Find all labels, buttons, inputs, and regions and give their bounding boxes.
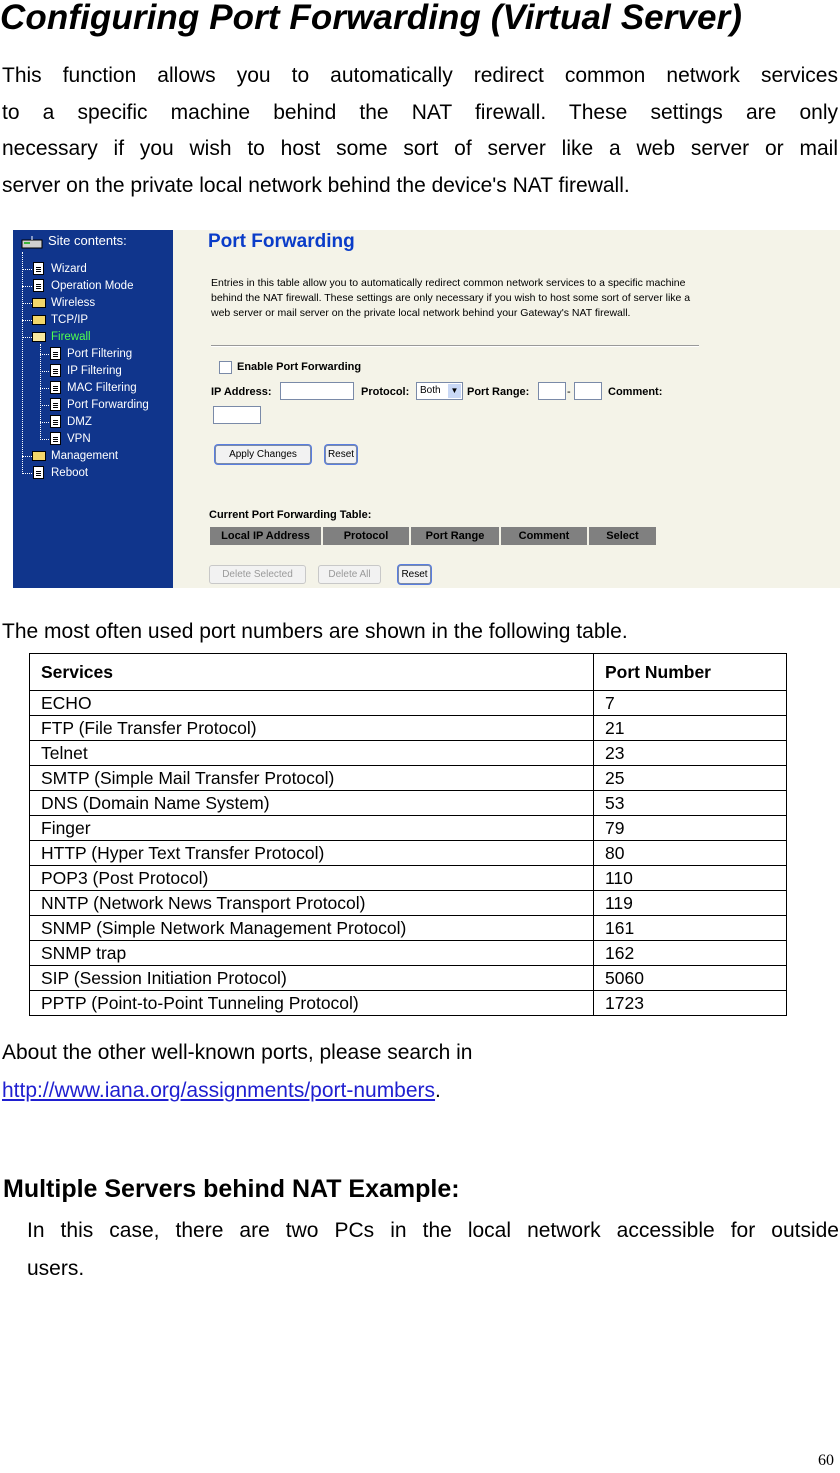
protocol-label: Protocol: — [361, 386, 410, 398]
sidebar-item-ip-filtering[interactable]: IP Filtering — [67, 365, 122, 377]
table-row — [30, 816, 787, 841]
service-cell: POP3 (Post Protocol) — [30, 866, 594, 891]
mac-filtering-doc-icon — [50, 381, 61, 394]
intro-line: necessary if you wish to host some sort of server like a web server or mail — [2, 137, 838, 160]
reset-table-button[interactable]: Reset — [398, 565, 431, 584]
service-cell: ECHO — [30, 691, 594, 716]
service-cell: SMTP (Simple Mail Transfer Protocol) — [30, 766, 594, 791]
wizard-doc-icon — [33, 262, 44, 275]
header-port-number: Port Number — [594, 654, 787, 691]
table-header-select: Select — [589, 527, 656, 545]
panel-description: Entries in this table allow you to automatically redirect common network services to a specific machine behind the NAT firewall. These settings are only necessary if you wish to host some sort of server like a web server or mail server on the private local network behind your Gateway's NAT firewall. — [211, 277, 691, 319]
sidebar-item-wireless[interactable]: Wireless — [51, 297, 96, 309]
sidebar-item-management[interactable]: Management — [51, 450, 119, 462]
tcpip-folder-icon — [32, 315, 46, 325]
comment-input[interactable] — [213, 406, 261, 424]
sidebar-item-operation-mode[interactable]: Operation Mode — [51, 280, 134, 292]
sidebar-item-port-filtering[interactable]: Port Filtering — [67, 348, 133, 360]
port-cell: 23 — [594, 741, 787, 766]
panel-title: Port Forwarding — [208, 231, 355, 252]
port-cell: 53 — [594, 791, 787, 816]
intro-paragraph — [2, 58, 838, 204]
table-row — [30, 691, 787, 716]
sidebar-item-port-forwarding[interactable]: Port Forwarding — [67, 399, 149, 411]
port-numbers-table — [29, 653, 787, 1016]
firewall-open-folder-icon — [32, 332, 46, 342]
current-table-title: Current Port Forwarding Table: — [209, 509, 372, 521]
dmz-doc-icon — [50, 415, 61, 428]
sidebar-item-wizard[interactable]: Wizard — [51, 263, 87, 275]
service-cell: NNTP (Network News Transport Protocol) — [30, 891, 594, 916]
section-line: users. — [27, 1257, 85, 1280]
port-forwarding-panel — [173, 230, 840, 588]
divider — [211, 345, 699, 347]
service-cell: HTTP (Hyper Text Transfer Protocol) — [30, 841, 594, 866]
table-row — [30, 891, 787, 916]
table-header-comment: Comment — [501, 527, 587, 545]
service-cell: SNMP (Simple Network Management Protocol) — [30, 916, 594, 941]
section-heading: Multiple Servers behind NAT Example: — [3, 1175, 460, 1203]
port-cell: 80 — [594, 841, 787, 866]
port-range-separator: - — [567, 386, 571, 398]
port-cell: 110 — [594, 866, 787, 891]
intro-line: to a specific machine behind the NAT firewall. These settings are only — [2, 100, 838, 124]
page-heading: Configuring Port Forwarding (Virtual Server) — [0, 0, 743, 37]
port-range-label: Port Range: — [467, 386, 530, 398]
ip-address-label: IP Address: — [211, 386, 272, 398]
reboot-doc-icon — [33, 466, 44, 479]
table-header-port-range: Port Range — [411, 527, 499, 545]
table-header-local-ip: Local IP Address — [210, 527, 321, 545]
service-cell: DNS (Domain Name System) — [30, 791, 594, 816]
table-row — [30, 966, 787, 991]
table-row — [30, 991, 787, 1016]
sidebar-item-dmz[interactable]: DMZ — [67, 416, 92, 428]
sidebar-item-firewall[interactable]: Firewall — [51, 331, 91, 343]
sidebar-item-tcpip[interactable]: TCP/IP — [51, 314, 89, 326]
operation-mode-doc-icon — [33, 279, 44, 292]
iana-link-line — [2, 1079, 441, 1103]
comment-label: Comment: — [608, 386, 663, 398]
intro-line: This function allows you to automatically redirect common network services — [2, 64, 838, 87]
port-filtering-doc-icon — [50, 347, 61, 360]
table-row — [30, 716, 787, 741]
table-row — [30, 791, 787, 816]
chevron-down-icon: ▼ — [448, 384, 461, 398]
ip-filtering-doc-icon — [50, 364, 61, 377]
port-cell: 5060 — [594, 966, 787, 991]
enable-port-forwarding-checkbox[interactable] — [219, 361, 232, 374]
port-numbers-body — [30, 691, 787, 1016]
site-contents-sidebar — [13, 230, 173, 588]
other-ports-text: About the other well-known ports, please search in — [2, 1041, 473, 1064]
enable-port-forwarding-label: Enable Port Forwarding — [237, 361, 362, 373]
sidebar-title: Site contents: — [48, 233, 127, 248]
page-number: 60 — [818, 1452, 834, 1469]
port-forwarding-doc-icon — [50, 398, 61, 411]
vpn-doc-icon — [50, 432, 61, 445]
table-row — [30, 766, 787, 791]
iana-link[interactable]: http://www.iana.org/assignments/port-numbers — [2, 1079, 436, 1102]
delete-selected-button[interactable]: Delete Selected — [209, 565, 306, 584]
table-header-row — [30, 654, 787, 691]
header-services: Services — [30, 654, 594, 691]
table-intro: The most often used port numbers are shown in the following table. — [2, 620, 628, 643]
service-cell: Finger — [30, 816, 594, 841]
delete-all-button[interactable]: Delete All — [318, 565, 381, 584]
network-drive-icon — [21, 235, 43, 251]
port-cell: 79 — [594, 816, 787, 841]
port-cell: 161 — [594, 916, 787, 941]
port-range-start-input[interactable] — [538, 382, 566, 400]
service-cell: PPTP (Point-to-Point Tunneling Protocol) — [30, 991, 594, 1016]
management-folder-icon — [32, 451, 46, 461]
table-row — [30, 841, 787, 866]
apply-changes-button[interactable]: Apply Changes — [215, 445, 311, 464]
table-row — [30, 916, 787, 941]
table-row — [30, 866, 787, 891]
port-forwarding-screenshot — [13, 230, 840, 588]
sidebar-item-vpn[interactable]: VPN — [67, 433, 91, 445]
service-cell: SNMP trap — [30, 941, 594, 966]
port-cell: 25 — [594, 766, 787, 791]
sidebar-item-mac-filtering[interactable]: MAC Filtering — [67, 382, 137, 394]
port-cell: 21 — [594, 716, 787, 741]
service-cell: FTP (File Transfer Protocol) — [30, 716, 594, 741]
intro-line: server on the private local network behind the device's NAT firewall. — [2, 173, 630, 197]
protocol-select[interactable] — [416, 382, 463, 400]
reset-button[interactable]: Reset — [325, 445, 357, 464]
protocol-select-value: Both — [420, 385, 441, 396]
service-cell: SIP (Session Initiation Protocol) — [30, 966, 594, 991]
sidebar-item-reboot[interactable]: Reboot — [51, 467, 89, 479]
port-cell: 7 — [594, 691, 787, 716]
port-cell: 119 — [594, 891, 787, 916]
ip-address-input[interactable] — [280, 382, 354, 400]
table-header-protocol: Protocol — [323, 527, 409, 545]
port-cell: 162 — [594, 941, 787, 966]
link-suffix: . — [435, 1079, 441, 1102]
table-row — [30, 941, 787, 966]
section-line: In this case, there are two PCs in the local network accessible for outside — [27, 1219, 839, 1242]
port-range-end-input[interactable] — [574, 382, 602, 400]
table-row — [30, 741, 787, 766]
port-cell: 1723 — [594, 991, 787, 1016]
wireless-folder-icon — [32, 298, 46, 308]
service-cell: Telnet — [30, 741, 594, 766]
